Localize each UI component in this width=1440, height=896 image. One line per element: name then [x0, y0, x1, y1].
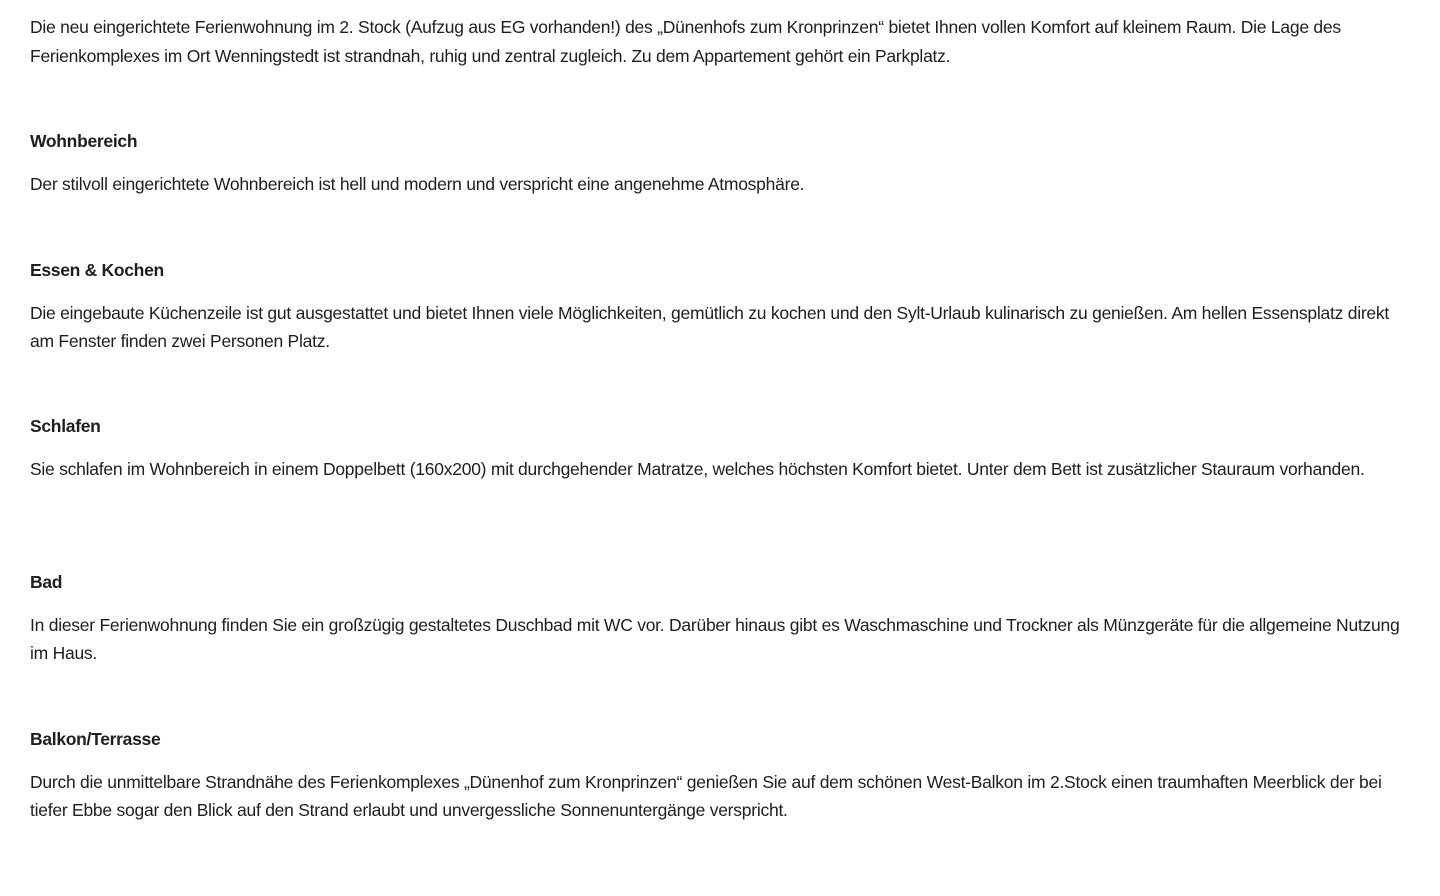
intro-paragraph: Die neu eingerichtete Ferienwohnung im 2. Stock (Aufzug aus EG vorhanden!) des „Dünenhofs zum Kronprinzen“ bietet Ihnen vollen Komfort auf kleinem Raum. Die Lage des Ferienkomplexes im Ort Wenningstedt ist strandnah, ruhig und zentral zugleich. Zu dem Appartement gehört ein Parkplatz. [30, 17, 1341, 66]
section-heading: Wohnbereich [30, 131, 138, 151]
section-wohnbereich [30, 129, 1410, 198]
section-heading: Schlafen [30, 416, 101, 436]
section-body: Der stilvoll eingerichtete Wohnbereich ist hell und modern und verspricht eine angenehme Atmosphäre. [30, 174, 805, 194]
section-body: Sie schlafen im Wohnbereich in einem Doppelbett (160x200) mit durchgehender Matratze, welches höchsten Komfort bietet. Unter dem Bett ist zusätzlicher Stauraum vorhanden. [30, 459, 1365, 479]
section-essen-kochen [30, 258, 1410, 355]
section-balkon-terrasse [30, 727, 1410, 824]
section-body: In dieser Ferienwohnung finden Sie ein großzügig gestaltetes Duschbad mit WC vor. Darüber hinaus gibt es Waschmaschine und Trockner als Münzgeräte für die allgemeine Nutzung im Haus. [30, 615, 1400, 663]
section-body: Durch die unmittelbare Strandnähe des Ferienkomplexes „Dünenhof zum Kronprinzen“ genießen Sie auf dem schönen West-Balkon im 2.Stock einen traumhaften Meerblick der bei tiefer Ebbe sogar den Blick auf den Strand erlaubt und unvergessliche Sonnenuntergänge verspricht. [30, 772, 1382, 820]
section-body: Die eingebaute Küchenzeile ist gut ausgestattet und bietet Ihnen viele Möglichkeiten, gemütlich zu kochen und den Sylt-Urlaub kulinarisch zu genießen. Am hellen Essensplatz direkt am Fenster finden zwei Personen Platz. [30, 303, 1390, 351]
section-heading: Balkon/Terrasse [30, 729, 161, 749]
section-heading: Bad [30, 572, 63, 592]
section-heading: Essen & Kochen [30, 260, 164, 280]
section-bad [30, 570, 1410, 667]
section-schlafen [30, 414, 1410, 483]
